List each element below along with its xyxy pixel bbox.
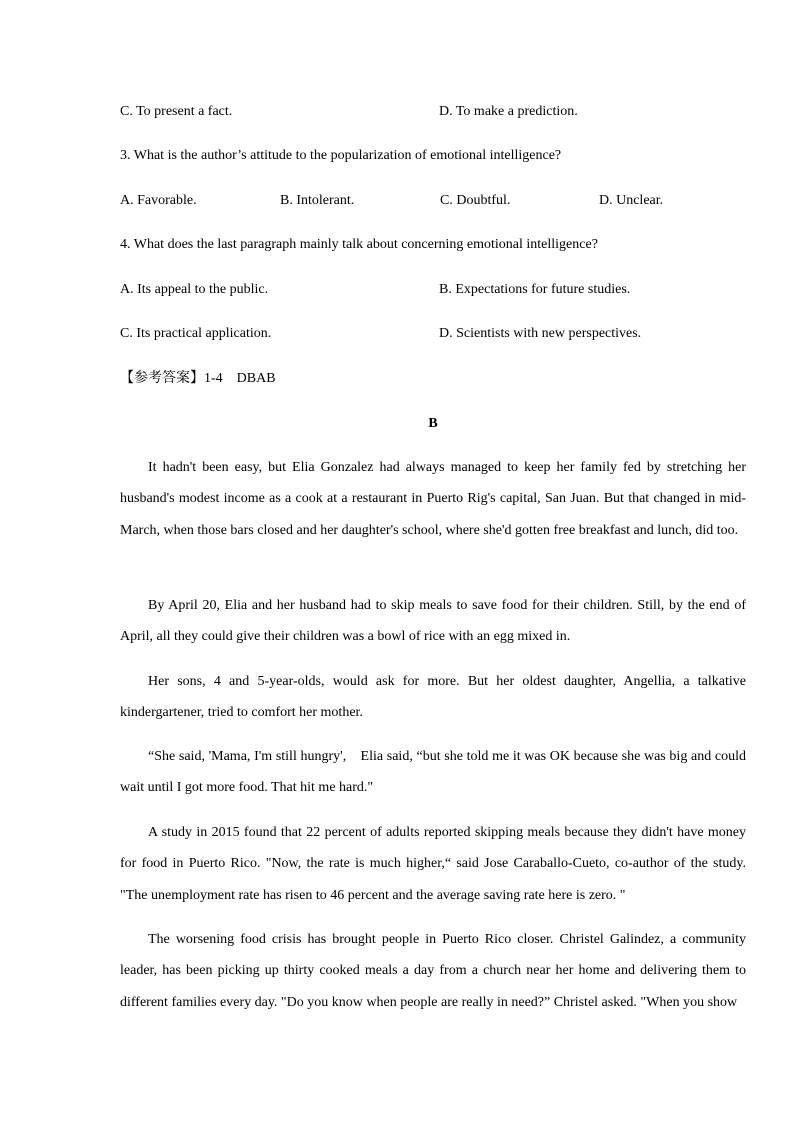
q3-option-a: A. Favorable. bbox=[120, 193, 197, 208]
q2-option-c: C. To present a fact. bbox=[120, 104, 233, 119]
passage-paragraph-4 bbox=[120, 741, 746, 804]
passage-paragraph-6 bbox=[120, 924, 746, 1018]
q4-option-c: C. Its practical application. bbox=[120, 326, 272, 341]
q4-option-b: B. Expectations for future studies. bbox=[439, 282, 631, 297]
q3-option-c: C. Doubtful. bbox=[440, 193, 511, 208]
passage-paragraph-5 bbox=[120, 817, 746, 911]
q4-option-d: D. Scientists with new perspectives. bbox=[439, 326, 642, 341]
paragraph-text: “She said, 'Mama, I'm still hungry', Elia said, “but she told me it was OK because she was big and could wait until I got more food. That hit me hard." bbox=[120, 749, 746, 796]
passage-paragraph-2 bbox=[120, 590, 746, 653]
paragraph-text: A study in 2015 found that 22 percent of adults reported skipping meals because they didn't have money for food in Puerto Rico. "Now, the rate is much higher,“ said Jose Caraballo-Cueto, co-author of the study. "The unemployment rate has risen to 46 percent and the average saving rate here is zero. " bbox=[120, 825, 746, 903]
q4-stem: 4. What does the last paragraph mainly talk about concerning emotional intelligence? bbox=[120, 237, 598, 252]
paragraph-text: The worsening food crisis has brought people in Puerto Rico closer. Christel Galindez, a community leader, has been picking up thirty cooked meals a day from a church near her home and delivering them to different families every day. "Do you know when people are really in need?” Christel asked. "When you show bbox=[120, 932, 746, 1010]
paragraph-text: It hadn't been easy, but Elia Gonzalez had always managed to keep her family fed by stretching her husband's modest income as a cook at a restaurant in Puerto Rig's capital, San Juan. But that changed in mid-March, when those bars closed and her daughter's school, where she'd gotten free breakfast and lunch, did too. bbox=[120, 460, 746, 538]
q3-stem: 3. What is the author’s attitude to the popularization of emotional intelligence? bbox=[120, 148, 562, 163]
q3-option-d: D. Unclear. bbox=[599, 193, 664, 208]
q2-option-d: D. To make a prediction. bbox=[439, 104, 578, 119]
passage-paragraph-3 bbox=[120, 666, 746, 729]
q4-option-a: A. Its appeal to the public. bbox=[120, 282, 269, 297]
paragraph-text: Her sons, 4 and 5-year-olds, would ask for more. But her oldest daughter, Angellia, a talkative kindergartener, tried to comfort her mother. bbox=[120, 674, 746, 721]
answer-key: 【参考答案】1-4 DBAB bbox=[120, 371, 276, 386]
paragraph-text: By April 20, Elia and her husband had to skip meals to save food for their children. Still, by the end of April, all they could give their children was a bowl of rice with an egg mixed in. bbox=[120, 598, 746, 645]
passage-paragraph-1 bbox=[120, 452, 746, 546]
section-heading: B bbox=[428, 416, 438, 431]
q3-option-b: B. Intolerant. bbox=[280, 193, 355, 208]
